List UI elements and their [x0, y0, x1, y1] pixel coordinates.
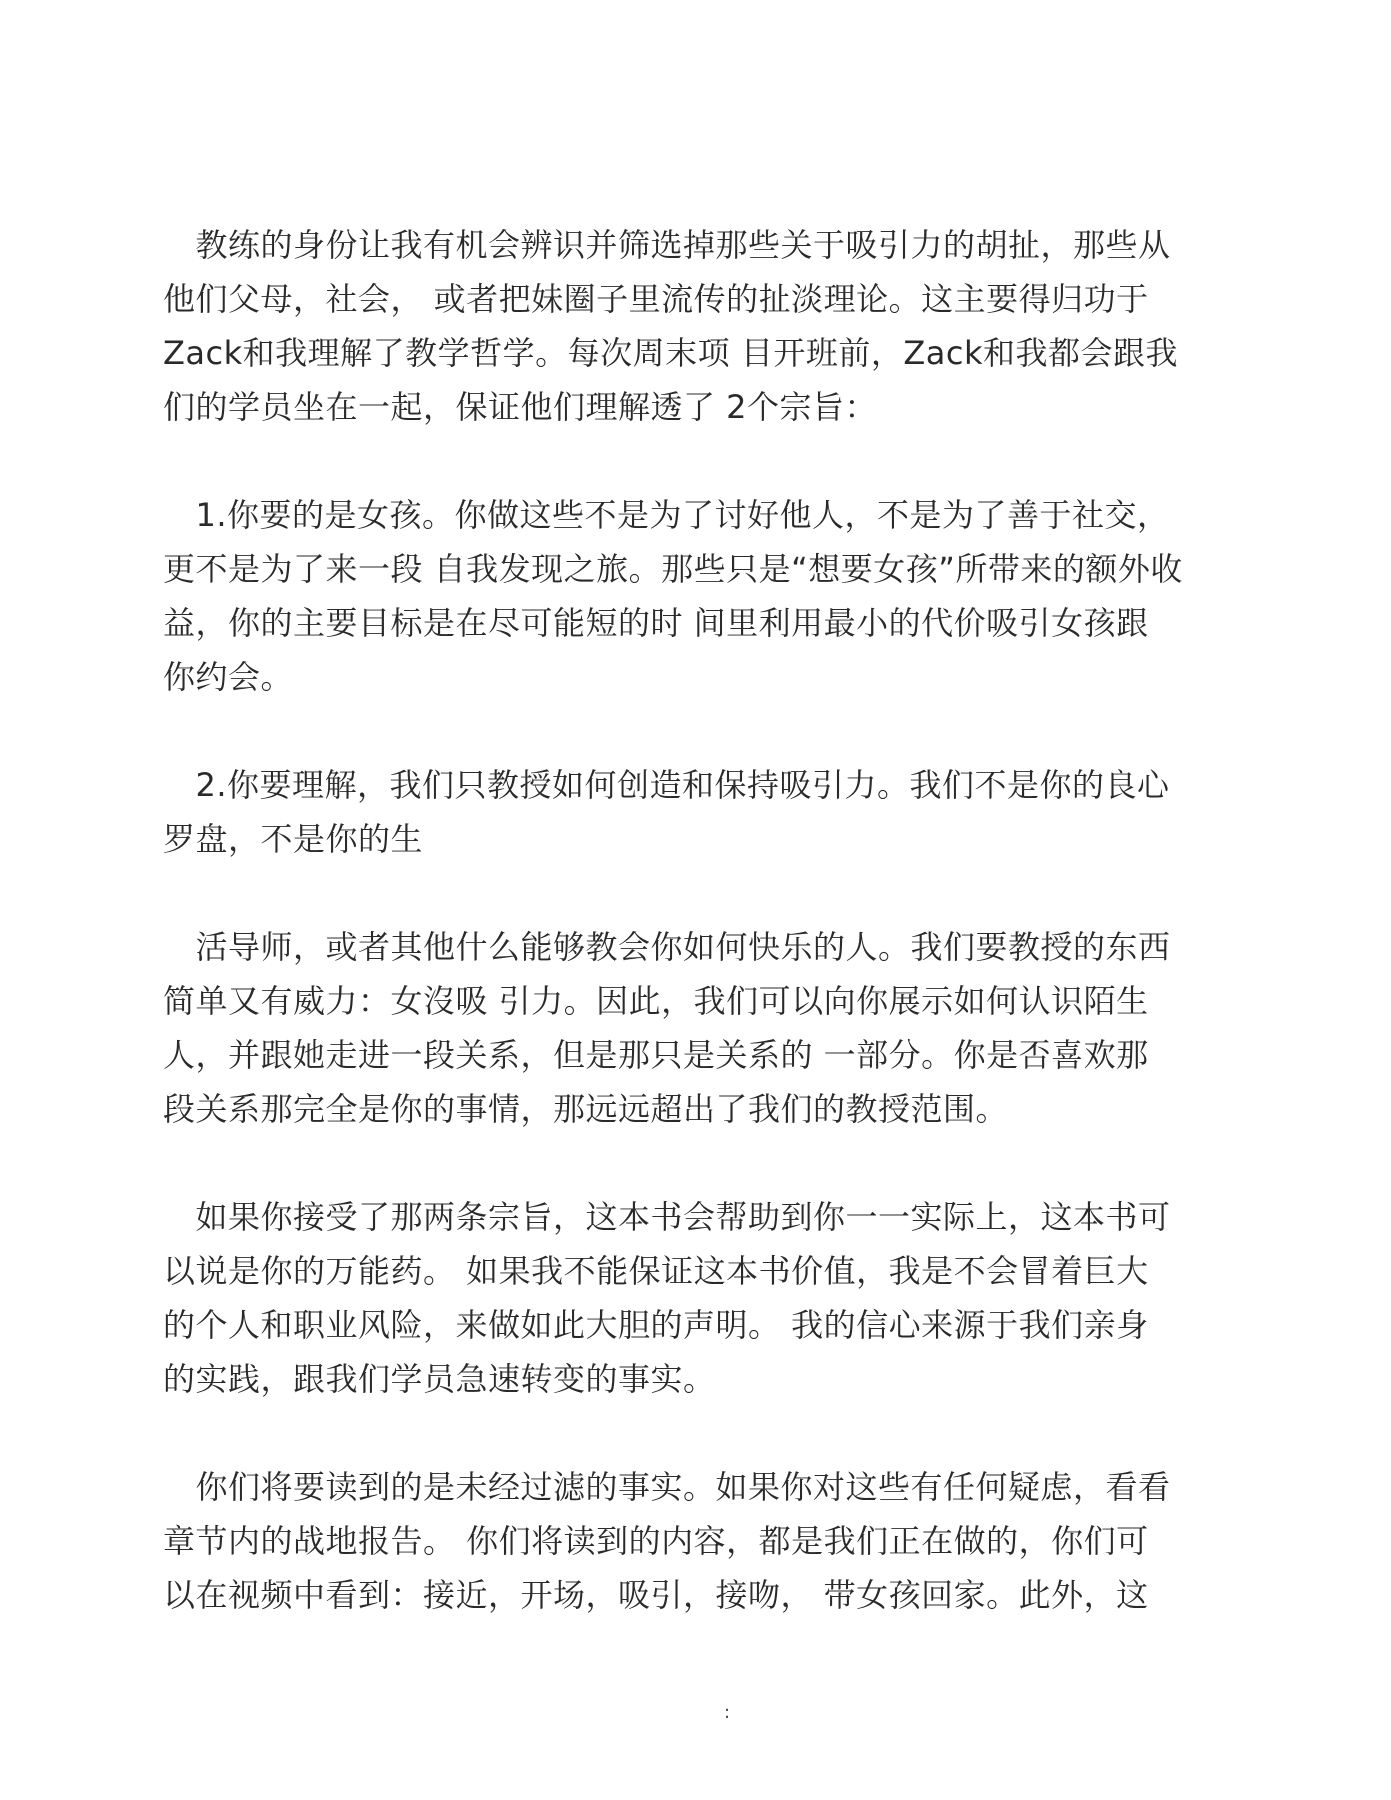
text-line: 的个人和职业风险，来做如此大胆的声明。 我的信心来源于我们亲身 [163, 1306, 1149, 1344]
text-line: 以说是你的万能药。 如果我不能保证这本书价值，我是不会冒着巨大 [163, 1252, 1149, 1290]
text-line: 的实践，跟我们学员急速转变的事实。 [163, 1360, 716, 1398]
text-line: 他们父母，社会， 或者把妹圈子里流传的扯淡理论。这主要得归功于 [163, 280, 1149, 318]
text-line: 如果你接受了那两条宗旨，这本书会帮助到你一一实际上，这本书可 [163, 1198, 1171, 1236]
paragraph-coach-identity [163, 218, 1228, 434]
text-line: 你们将要读到的是未经过滤的事实。如果你对这些有任何疑虑，看看 [163, 1468, 1171, 1506]
paragraph-principle-2 [163, 758, 1228, 866]
text-line: 活导师，或者其他什么能够教会你如何快乐的人。我们要教授的东西 [163, 928, 1171, 966]
text-line: 更不是为了来一段 自我发现之旅。那些只是“想要女孩”所带来的额外收 [163, 550, 1183, 588]
text-line: 简单又有威力：女沒吸 引力。因此，我们可以向你展示如何认识陌生 [163, 982, 1149, 1020]
text-line: Zack和我理解了教学哲学。每次周末项 目开班前，Zack和我都会跟我 [163, 334, 1178, 372]
text-line: 教练的身份让我有机会辨识并筛选掉那些关于吸引力的胡扯，那些从 [163, 226, 1171, 264]
text-line: 以在视频中看到：接近，开场，吸引，接吻， 带女孩回家。此外，这 [163, 1576, 1149, 1614]
paragraph-book-value [163, 1190, 1228, 1406]
text-line: 罗盘，不是你的生 [163, 820, 424, 858]
document-body [163, 218, 1228, 1622]
text-line: 益，你的主要目标是在尽可能短的时 间里利用最小的代价吸引女孩跟 [163, 604, 1149, 642]
paragraph-life-mentor [163, 920, 1228, 1136]
paragraph-unfiltered-facts [163, 1460, 1228, 1622]
text-line: 2.你要理解，我们只教授如何创造和保持吸引力。我们不是你的良心 [163, 766, 1170, 804]
text-line: 1.你要的是女孩。你做这些不是为了讨好他人，不是为了善于社交， [163, 496, 1170, 534]
paragraph-principle-1 [163, 488, 1228, 704]
text-line: 人，并跟她走进一段关系，但是那只是关系的 一部分。你是否喜欢那 [163, 1036, 1149, 1074]
page-footer-mark: : [724, 1702, 731, 1723]
text-line: 章节内的战地报告。 你们将读到的内容，都是我们正在做的，你们可 [163, 1522, 1149, 1560]
text-line: 段关系那完全是你的事情，那远远超出了我们的教授范围。 [163, 1090, 1009, 1128]
text-line: 你约会。 [163, 658, 294, 696]
text-line: 们的学员坐在一起，保证他们理解透了 2个宗旨： [163, 388, 878, 426]
